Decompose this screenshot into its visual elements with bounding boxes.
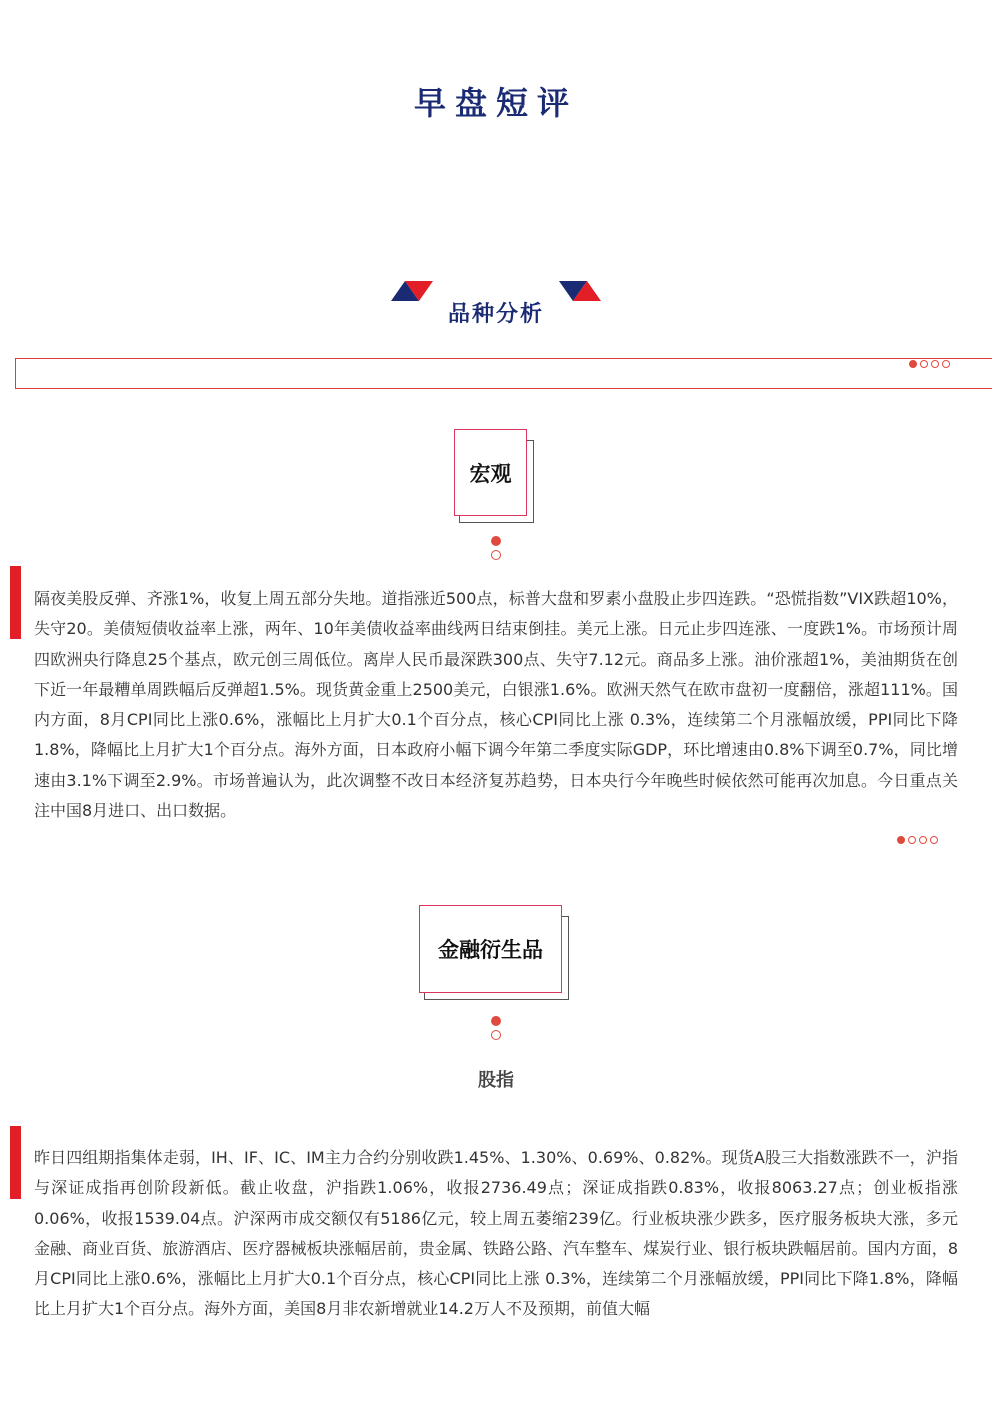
dot-icon: [491, 550, 501, 560]
badge-macro: [454, 429, 534, 523]
dot-icon: [920, 360, 928, 368]
paragraph-marker-bar: [10, 1126, 21, 1199]
section-frame: [15, 358, 992, 389]
section-heading-analysis: 品种分析: [447, 302, 544, 327]
dot-icon: [909, 360, 917, 368]
dots-ornament-middle: [897, 836, 938, 844]
paragraph-marker-bar: [10, 566, 21, 639]
dot-icon: [491, 1030, 501, 1040]
derivatives-paragraph: 昨日四组期指集体走弱，IH、IF、IC、IM主力合约分别收跌1.45%、1.30%、0.69%、0.82%。现货A股三大指数涨跌不一，沪指与深证成指再创阶段新低。截止收盘，沪指跌1.06%，收报2736.49点；深证成指跌0.83%，收报8063.27点；创业板指涨0.06%，收报1539.04点。沪深两市成交额仅有5186亿元，较上周五萎缩239亿。行业板块涨少跌多，医疗服务板块大涨，多元金融、商业百货、旅游酒店、医疗器械板块涨幅居前，贵金属、铁路公路、汽车整车、煤炭行业、银行板块跌幅居前。国内方面，8月CPI同比上涨0.6%，涨幅比上月扩大0.1个百分点，核心CPI同比上涨 0.3%，连续第二个月涨幅放缓，PPI同比下降1.8%，降幅比上月扩大1个百分点。海外方面，美国8月非农新增就业14.2万人不及预期，前值大幅: [34, 1148, 958, 1319]
page-title: 早盘短评: [413, 84, 578, 122]
badge-macro-label: 宏观: [454, 429, 527, 516]
badge-derivatives-label: 金融衍生品: [419, 905, 562, 993]
dot-icon: [942, 360, 950, 368]
macro-paragraph: 隔夜美股反弹、齐涨1%，收复上周五部分失地。道指涨近500点，标普大盘和罗素小盘股止步四连跌。“恐慌指数”VIX跌超10%，失守20。美债短债收益率上涨，两年、10年美债收益率曲线两日结束倒挂。美元上涨。日元止步四连涨、一度跌1%。市场预计周四欧洲央行降息25个基点，欧元创三周低位。离岸人民币最深跌300点、失守7.12元。商品多上涨。油价涨超1%，美油期货在创下近一年最糟单周跌幅后反弹超1.5%。现货黄金重上2500美元，白银涨1.6%。欧洲天然气在欧市盘初一度翻倍，涨超111%。国内方面，8月CPI同比上涨0.6%，涨幅比上月扩大0.1个百分点，核心CPI同比上涨 0.3%，连续第二个月涨幅放缓，PPI同比下降1.8%，降幅比上月扩大1个百分点。海外方面，日本政府小幅下调今年第二季度实际GDP，环比增速由0.8%下调至0.7%，同比增速由3.1%下调至2.9%。市场普遍认为，此次调整不改日本经济复苏趋势，日本央行今年晚些时候依然可能再次加息。今日重点关注中国8月进口、出口数据。: [34, 589, 958, 821]
dot-icon: [491, 536, 501, 546]
badge-derivatives: [419, 905, 569, 1000]
vertical-dots-ornament: [490, 536, 502, 564]
dot-icon: [919, 836, 927, 844]
dot-icon: [491, 1016, 501, 1026]
vertical-dots-ornament: [490, 1016, 502, 1044]
dot-icon: [930, 836, 938, 844]
subheading-stock-index: 股指: [478, 1070, 514, 1091]
dots-ornament-top: [909, 360, 950, 368]
dot-icon: [931, 360, 939, 368]
dot-icon: [908, 836, 916, 844]
dot-icon: [897, 836, 905, 844]
